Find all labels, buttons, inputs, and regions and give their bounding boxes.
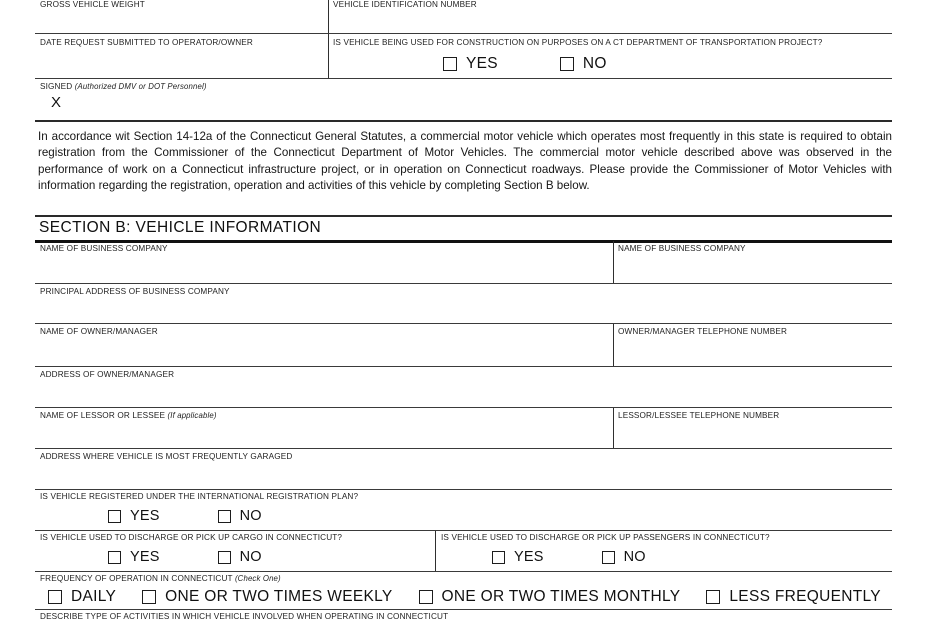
date-request-label: DATE REQUEST SUBMITTED TO OPERATOR/OWNER	[40, 38, 253, 47]
construction-question-label: IS VEHICLE BEING USED FOR CONSTRUCTION ON PURPOSES ON A CT DEPARTMENT OF TRANSPORTATION PROJECT?	[333, 38, 823, 47]
frequency-weekly-label: ONE OR TWO TIMES WEEKLY	[165, 588, 393, 605]
lessor-phone-label: LESSOR/LESSEE TELEPHONE NUMBER	[618, 411, 780, 420]
construction-yes-checkbox[interactable]	[443, 57, 457, 71]
divider-below-owner-manager-name	[35, 366, 892, 367]
cargo-no-checkbox[interactable]	[218, 551, 231, 564]
irp-question-label: IS VEHICLE REGISTERED UNDER THE INTERNATIONAL REGISTRATION PLAN?	[40, 492, 359, 501]
cargo-checkbox-group	[108, 549, 262, 565]
owner-manager-name-label: NAME OF OWNER/MANAGER	[40, 327, 158, 336]
passengers-no-checkbox[interactable]	[602, 551, 615, 564]
lessor-column-divider	[613, 408, 614, 448]
signed-label: SIGNED (Authorized DMV or DOT Personnel)	[40, 82, 207, 91]
passengers-yes-checkbox[interactable]	[492, 551, 505, 564]
cargo-yes-checkbox[interactable]	[108, 551, 121, 564]
frequency-daily-label: DAILY	[71, 588, 117, 605]
owner-manager-address-label: ADDRESS OF OWNER/MANAGER	[40, 370, 175, 379]
frequency-checkbox-group	[48, 588, 881, 606]
owner-manager-phone-label: OWNER/MANAGER TELEPHONE NUMBER	[618, 327, 788, 336]
divider-below-section-b-heading	[35, 240, 892, 243]
frequency-option-daily[interactable]	[48, 588, 116, 606]
frequency-label: FREQUENCY OF OPERATION IN CONNECTICUT (Check One)	[40, 574, 281, 583]
activities-label: DESCRIBE TYPE OF ACTIVITIES IN WHICH VEHICLE INVOLVED WHEN OPERATING IN CONNECTICUT	[40, 612, 449, 620]
divider-below-garaged-address	[35, 489, 892, 490]
passengers-checkbox-group	[492, 549, 646, 565]
divider-below-frequency	[35, 609, 892, 610]
divider-below-lessor-name	[35, 448, 892, 449]
cargo-passengers-column-divider	[435, 531, 436, 571]
irp-no-label: NO	[239, 508, 262, 524]
business-name-left-label: NAME OF BUSINESS COMPANY	[40, 244, 168, 253]
frequency-monthly-label: ONE OR TWO TIMES MONTHLY	[441, 588, 681, 605]
passengers-no-label: NO	[623, 549, 646, 565]
principal-address-label: PRINCIPAL ADDRESS OF BUSINESS COMPANY	[40, 287, 230, 296]
cargo-yes-label: YES	[130, 549, 160, 565]
statutory-statement-paragraph: In accordance wit Section 14-12a of the Connecticut General Statutes, a commercial motor vehicle which operates most frequently in this state is required to obtain registration from the Commissioner of the Connecticut Department of Motor Vehicles. The commercial motor vehicle described above was observed in the performance of work on a Connecticut infrastructure project, or in operation on Connecticut roadways. Please provide the Commissioner of Motor Vehicles with information regarding the registration, operation and activities of this vehicle by completing Section B below.	[38, 130, 892, 193]
frequency-daily-checkbox[interactable]	[48, 590, 62, 604]
divider-below-irp	[35, 530, 892, 531]
divider-below-principal-address	[35, 323, 892, 324]
business-name-column-divider	[613, 241, 614, 283]
construction-yes-label: YES	[466, 55, 498, 72]
divider-below-signature	[35, 120, 892, 122]
irp-yes-checkbox[interactable]	[108, 510, 121, 523]
frequency-option-weekly[interactable]	[142, 588, 392, 606]
frequency-less-label: LESS FREQUENTLY	[729, 588, 881, 605]
cargo-no-label: NO	[239, 549, 262, 565]
divider-above-date-row	[35, 33, 892, 34]
irp-checkbox-group	[108, 508, 262, 524]
irp-yes-label: YES	[130, 508, 160, 524]
construction-checkbox-group	[443, 55, 607, 73]
divider-below-owner-manager-address	[35, 407, 892, 408]
vin-label: VEHICLE IDENTIFICATION NUMBER	[333, 0, 477, 9]
frequency-weekly-checkbox[interactable]	[142, 590, 156, 604]
frequency-option-monthly[interactable]	[419, 588, 681, 606]
divider-above-section-b	[35, 215, 892, 217]
frequency-option-less[interactable]	[706, 588, 881, 606]
owner-manager-column-divider	[613, 324, 614, 366]
irp-no-checkbox[interactable]	[218, 510, 231, 523]
construction-no-label: NO	[582, 55, 607, 72]
passengers-question-label: IS VEHICLE USED TO DISCHARGE OR PICK UP PASSENGERS IN CONNECTICUT?	[441, 533, 770, 542]
cargo-question-label: IS VEHICLE USED TO DISCHARGE OR PICK UP CARGO IN CONNECTICUT?	[40, 533, 343, 542]
frequency-monthly-checkbox[interactable]	[419, 590, 433, 604]
divider-above-signed-row	[35, 78, 892, 79]
gross-vehicle-weight-label: GROSS VEHICLE WEIGHT	[40, 0, 145, 9]
garaged-address-label: ADDRESS WHERE VEHICLE IS MOST FREQUENTLY GARAGED	[40, 452, 293, 461]
top-column-divider	[328, 0, 329, 78]
signature-x-mark: X	[51, 94, 62, 111]
construction-no-checkbox[interactable]	[560, 57, 574, 71]
business-name-right-label: NAME OF BUSINESS COMPANY	[618, 244, 746, 253]
section-b-heading: SECTION B: VEHICLE INFORMATION	[39, 219, 322, 236]
passengers-yes-label: YES	[514, 549, 544, 565]
frequency-less-checkbox[interactable]	[706, 590, 720, 604]
divider-below-cargo-passengers	[35, 571, 892, 572]
lessor-name-label: NAME OF LESSOR OR LESSEE (If applicable)	[40, 411, 217, 420]
divider-below-business-name	[35, 283, 892, 284]
